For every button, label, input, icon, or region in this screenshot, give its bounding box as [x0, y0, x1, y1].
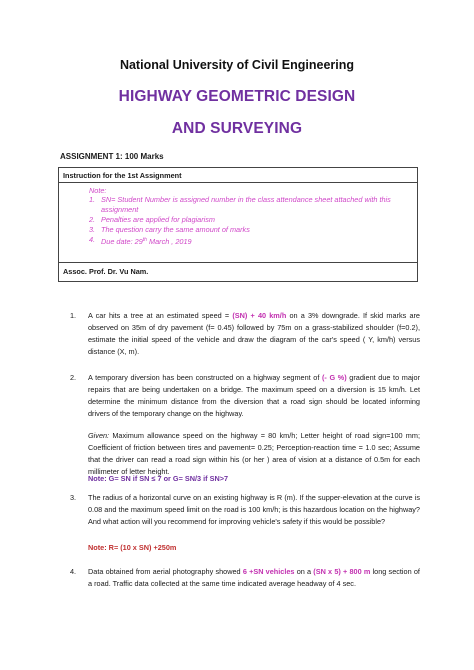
course-title-line1: HIGHWAY GEOMETRIC DESIGN [118, 88, 356, 105]
question-text: A car hits a tree at an estimated speed = [88, 311, 233, 320]
divider [59, 182, 417, 183]
question-text: gradient due to major repairs that are being undertaken on a bridge. The maximum speed on a diversion is 15 km/h. Let determine the minimum distance from the diversion that a road sign should be located informing drivers of the temporary change on the highway. [88, 373, 420, 419]
list-number: 3. [89, 225, 96, 234]
list-number: 1. [89, 195, 96, 204]
question-number: 4. [70, 567, 77, 576]
note-text: SN= Student Number is assigned number in the class attendance sheet attached with this assignment [101, 195, 391, 214]
highlight-vehicles: 6 +SN vehicles [242, 567, 295, 576]
course-title-line2: AND SURVEYING [171, 120, 303, 137]
instruction-heading: Instruction for the 1st Assignment [63, 171, 182, 180]
question-number: 2. [70, 373, 77, 382]
r-note: Note: R= (10 x SN) +250m [88, 543, 177, 552]
list-number: 2. [89, 215, 96, 224]
instructor-name: Assoc. Prof. Dr. Vu Nam. [63, 267, 149, 276]
question-text: on a [294, 567, 314, 576]
university-name: National University of Civil Engineering [119, 58, 355, 72]
question-body [88, 372, 420, 420]
g-note: Note: G= SN if SN ≤ 7 or G= SN/3 if SN>7 [88, 474, 229, 483]
question-3 [70, 492, 420, 528]
highlight-gradient: (- G %) [321, 373, 347, 382]
list-item [89, 225, 411, 235]
question-1 [70, 310, 420, 358]
question-body [88, 310, 420, 358]
question-body [88, 492, 420, 528]
assignment-heading: ASSIGNMENT 1: 100 Marks [60, 152, 164, 161]
question-text: A temporary diversion has been constructed on a highway segment of [88, 373, 322, 382]
divider [59, 262, 417, 263]
question-body [88, 566, 420, 590]
question-text: long section of a road. Traffic data collected at the same time indicated average headway of 4 sec. [88, 567, 420, 589]
given-label: Given: [88, 431, 110, 440]
question-text: The radius of a horizontal curve on an existing highway is R (m). If the supper-elevation at the curve is 0.08 and the maximum speed limit on the road is 100 km/h; is this hazardous location on the highway? And what action will you recommend for improving vehicle's safety if this would be possible? [88, 493, 420, 527]
notes-list [89, 195, 411, 247]
highlight-speed: (SN) + 40 km/h [232, 311, 287, 320]
note-text: Penalties are applied for plagiarism [101, 215, 215, 224]
question-number: 1. [70, 311, 77, 320]
due-date-text: Due date: 29 [101, 237, 143, 246]
question-text: Data obtained from aerial photography showed [88, 567, 243, 576]
question-4 [70, 566, 420, 590]
given-text: Maximum allowance speed on the highway = 80 km/h; Letter height of road sign=100 mm; Coefficient of friction between tires and pavement= 0.25; Perception-reaction time = 1.0 sec; Assume that the driver can read a road sign within his (or her ) area of vision at a distance of 0.5m for each millimeter of letter height. [88, 431, 420, 477]
question-text: on a 3% downgrade. If skid marks are observed on 35m of dry pavement (f= 0.45) followed by 75m on a grass-stabilized shoulder (f=0.2), estimate the initial speed of the vehicle and draw the diagram of the car's speed ( Y, km/h) versus distance (X, m). [88, 311, 420, 357]
list-item [89, 235, 411, 247]
question-number: 3. [70, 493, 77, 502]
highlight-length: (SN x 5) + 800 m [313, 567, 371, 576]
list-item [89, 215, 411, 225]
note-label: Note: [89, 186, 107, 195]
instruction-box [58, 167, 418, 282]
ordinal-suffix: th [142, 237, 147, 243]
note-text: The question carry the same amount of marks [101, 225, 250, 234]
list-number: 4. [89, 235, 96, 244]
due-date-month: March , 2019 [146, 237, 192, 246]
list-item [89, 195, 411, 215]
given-paragraph [88, 430, 420, 478]
question-2 [70, 372, 420, 420]
